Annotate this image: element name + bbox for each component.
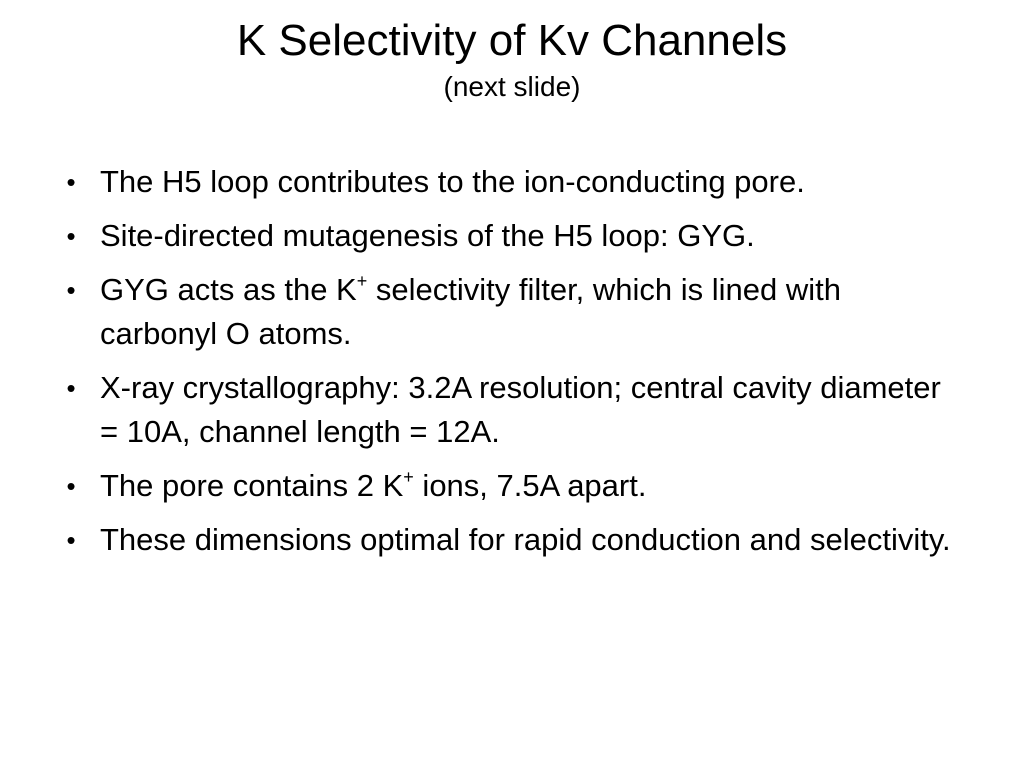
bullet-item: [56, 214, 956, 258]
bullet-item: [56, 366, 956, 454]
bullet-text: The H5 loop contributes to the ion-conducting pore.: [100, 164, 805, 199]
bullet-text-part: selectivity filter, which is lined with carbonyl O atoms.: [100, 272, 842, 351]
title-block: [0, 12, 1024, 104]
slide-title: K Selectivity of Kv Channels: [236, 16, 788, 65]
bullet-item: [56, 464, 956, 508]
bullet-icon: •: [66, 221, 76, 251]
bullet-icon: •: [66, 525, 76, 555]
superscript-plus: +: [403, 466, 414, 487]
bullet-text: Site-directed mutagenesis of the H5 loop: GYG.: [100, 218, 755, 253]
bullet-text: X-ray crystallography: 3.2A resolution; central cavity diameter = 10A, channel length = 12A.: [100, 370, 941, 449]
superscript-plus: +: [356, 270, 368, 291]
bullet-text-part: The pore contains 2 K: [100, 468, 404, 503]
bullet-icon: •: [66, 167, 76, 197]
bullet-icon: •: [66, 373, 76, 403]
bullet-item: [56, 518, 956, 562]
bullet-text-part: GYG acts as the K: [100, 272, 357, 307]
bullet-item: [56, 160, 956, 204]
bullet-icon: •: [66, 471, 76, 501]
bullet-text-part: ions, 7.5A apart.: [413, 468, 647, 503]
slide-subtitle: (next slide): [443, 71, 581, 102]
bullet-text: These dimensions optimal for rapid conduction and selectivity.: [100, 522, 951, 557]
bullet-list: [56, 160, 956, 572]
bullet-item: [56, 268, 956, 356]
bullet-icon: •: [66, 275, 76, 305]
